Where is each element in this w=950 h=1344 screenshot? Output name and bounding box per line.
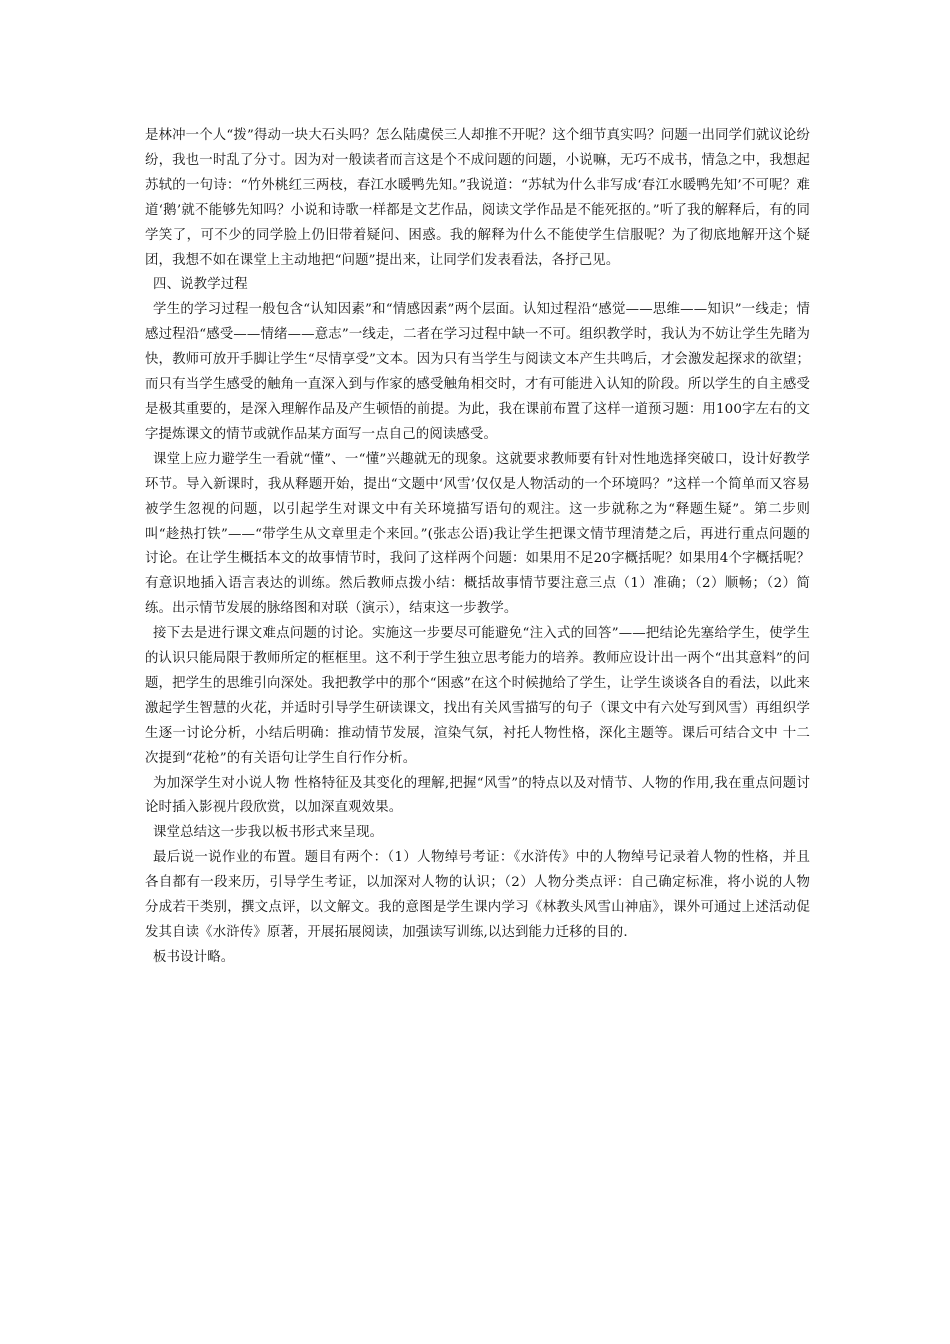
paragraph-difficult-question: 接下去是进行课文难点问题的讨论。实施这一步要尽可能避免“注入式的回答”——把结论先塞给学生，使学生的认识只能局限于教师所定的框框里。这不利于学生独立思考能力的培养。教师应设计出一两个“出其意料”的问题，把学生的思维引向深处。我把教学中的那个“困惑”在这个时候抛给了学生，让学生谈谈各自的看法，以此来激起学生智慧的火花，并适时引导学生研读课文，找出有关风雪描写的句子（课文中有六处写到风雪）再组织学生逐一讨论分析，小结后明确：推动情节发展，渲染气氛，衬托人物性格，深化主题等。课后可结合文中 十二次提到“花枪”的有关语句让学生自行作分析。: [145, 626, 810, 766]
paragraph-summary: 课堂总结这一步我以板书形式来呈现。: [153, 825, 384, 841]
paragraph-board-design: 板书设计略。: [153, 949, 235, 965]
paragraph-learning-process: 学生的学习过程一般包含“认知因素”和“情感因素”两个层面。认知过程沿“感觉——思维——知识”一线走；情感过程沿“感受——情绪——意志”一线走，二者在学习过程中缺一不可。组织教学时，我认为不妨让学生先睹为快，教师可放开手脚让学生“尽情享受”文本。因为只有当学生与阅读文本产生共鸣后，才会激发起探求的欲望；而只有当学生感受的触角一直深入到与作家的感受触角相交时，才有可能进入认知的阶段。所以学生的自主感受是极其重要的，是深入理解作品及产生顿悟的前提。为此，我在课前布置了这样一道预习题：用100字左右的文字提炼课文的情节或就作品某方面写一点自己的阅读感受。: [145, 302, 810, 442]
paragraph-film-clip: 为加深学生对小说人物 性格特征及其变化的理解,把握“风雪”的特点以及对情节、人物的作用,我在重点问题讨论时插入影视片段欣赏，以加深直观效果。: [145, 775, 810, 816]
paragraph-discussion-detail: 是林冲一个人“拨”得动一块大石头吗？怎么陆虞侯三人却推不开呢？这个细节真实吗？问题一出同学们就议论纷纷，我也一时乱了分寸。因为对一般读者而言这是个不成问题的问题，小说嘛，无巧不成书，情急之中，我想起苏轼的一句诗：“竹外桃红三两枝，春江水暖鸭先知。”我说道：“苏轼为什么非写成‘春江水暖鸭先知’不可呢？难道‘鹅’就不能够先知吗？小说和诗歌一样都是文艺作品，阅读文学作品是不能死抠的。”听了我的解释后，有的同学笑了，可不少的同学脸上仍旧带着疑问、困惑。我的解释为什么不能使学生信服呢？为了彻底地解开这个疑团，我想不如在课堂上主动地把“问题”提出来，让同学们发表看法，各抒己见。: [145, 128, 810, 268]
paragraph-classroom-design: 课堂上应力避学生一看就“懂”、一“懂”兴趣就无的现象。这就要求教师要有针对性地选择突破口，设计好教学环节。导入新课时，我从释题开始，提出“文题中‘风雪’仅仅是人物活动的一个环境吗？”这样一个简单而又容易被学生忽视的问题，以引起学生对课文中有关环境描写语句的观注。这一步就称之为“释题生疑”。第二步则叫“趁热打铁”——“带学生从文章里走个来回。”(张志公语)我让学生把课文情节理清楚之后，再进行重点问题的讨论。在让学生概括本文的故事情节时，我问了这样两个问题：如果用不足20字概括呢？如果用4个字概括呢？有意识地插入语言表达的训练。然后教师点拨小结：概括故事情节要注意三点（1）准确；（2）顺畅；（2）简练。出示情节发展的脉络图和对联（演示），结束这一步教学。: [145, 451, 810, 617]
document-body: [145, 124, 810, 971]
paragraph-homework: 最后说一说作业的布置。题目有两个：（1）人物绰号考证：《水浒传》中的人物绰号记录着人物的性格，并且各自都有一段来历，引导学生考证，以加深对人物的认识；（2）人物分类点评：自己确定标准，将小说的人物分成若干类别，撰文点评，以文解文。我的意图是学生课内学习《林教头风雪山神庙》，课外可通过上述活动促发其自读《水浒传》原著，开展拓展阅读，加强读写训练,以达到能力迁移的目的.: [145, 850, 810, 940]
section-heading-teaching-process: 四、说教学过程: [153, 277, 248, 293]
